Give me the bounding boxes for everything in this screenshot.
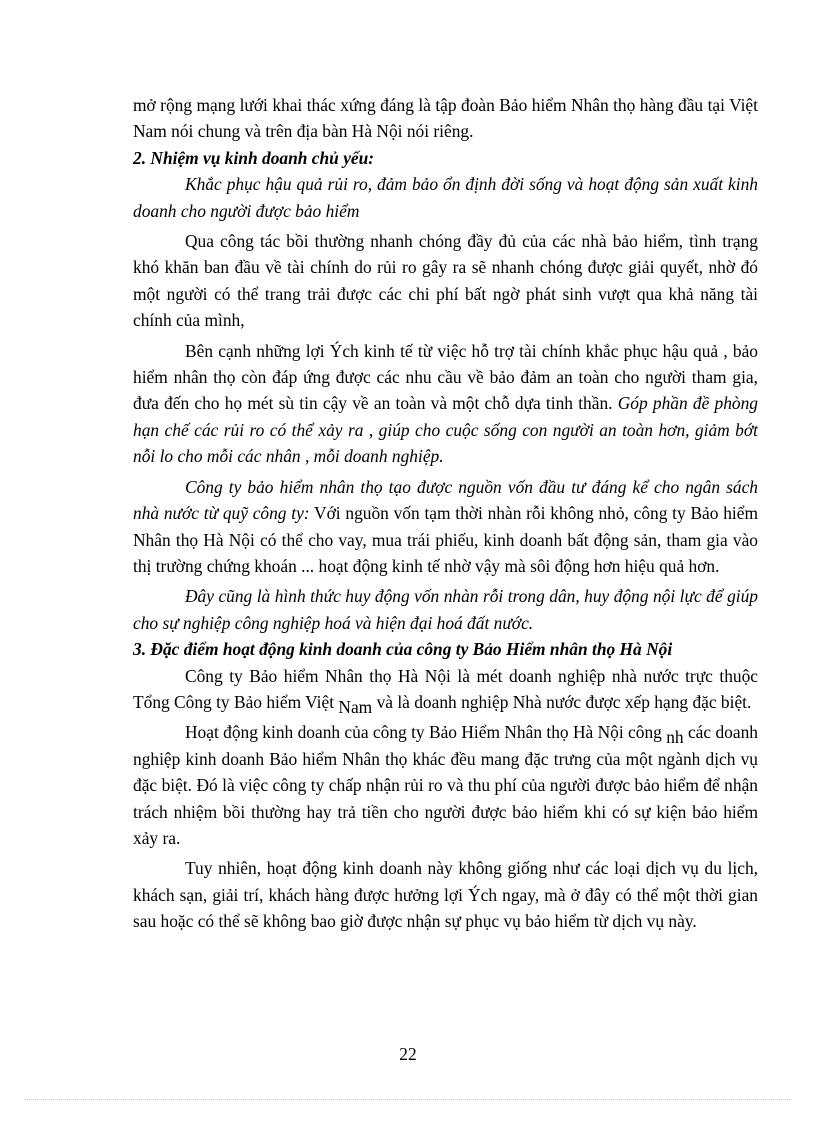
paragraph-hoat-dong — [133, 719, 758, 851]
page-bottom-divider — [24, 1099, 792, 1100]
paragraph-cong-ty-bhnt — [133, 663, 758, 716]
paragraph-ben-canh — [133, 338, 758, 470]
paragraph-hoat-dong-a: Hoạt động kinh doanh của công ty Bảo Hiểm Nhân thọ Hà Nội công — [185, 722, 662, 743]
page-content — [133, 92, 758, 935]
paragraph-day-cung: Đây cũng là hình thức huy động vốn nhàn rỗi trong dân, huy động nội lực để giúp cho sự nghiệp công nghiệp hoá và hiện đại hoá đất nước. — [133, 586, 758, 633]
paragraph-khac-phuc: Khắc phục hậu quả rủi ro, đảm bảo ổn định đời sống và hoạt động sản xuất kinh doanh cho người được bảo hiểm — [133, 174, 758, 221]
paragraph-qua-cong-tac: Qua công tác bồi thường nhanh chóng đầy đủ của các nhà bảo hiểm, tình trạng khó khăn ban đầu về tài chính do rủi ro gây ra sẽ nhanh chóng được giải quyết, nhờ đó một người có thể trang trải được các chi phí bất ngờ phát sinh vượt qua khả năng tài chính của mình, — [133, 231, 758, 331]
paragraph-cong-ty-von-italic: Công ty bảo hiểm nhân thọ tạo được nguồn vốn đầu tư đáng kể cho ngân sách nhà nước từ quỹ công ty: — [133, 476, 758, 524]
paragraph-ben-canh-italic: Góp phần đề phòng hạn chế các rủi ro có thể xảy ra , giúp cho cuộc sống con người an toàn hơn, giảm bớt nỗi lo cho mỗi các nhân , mỗi doanh nghiệp. — [133, 393, 758, 467]
paragraph-cong-ty-von — [133, 474, 758, 580]
paragraph-intro: mở rộng mạng lưới khai thác xứng đáng là tập đoàn Bảo hiểm Nhân thọ hàng đầu tại Việt Nam nói chung và trên địa bàn Hà Nội nói riêng. — [133, 95, 758, 142]
paragraph-hoat-dong-sub: nh — [666, 727, 684, 748]
paragraph-cong-ty-bhnt-a: Công ty Bảo hiểm Nhân thọ Hà Nội là mét doanh nghiệp nhà nước trực thuộc Tổng Công ty Bảo hiểm Việt — [133, 665, 758, 712]
paragraph-cong-ty-bhnt-b: và là doanh nghiệp Nhà nước được xếp hạng đặc biệt. — [376, 691, 752, 712]
paragraph-cong-ty-bhnt-sub: Nam — [338, 696, 373, 717]
heading-section-2: 2. Nhiệm vụ kinh doanh chủ yếu: — [133, 147, 375, 168]
paragraph-tuy-nhien: Tuy nhiên, hoạt động kinh doanh này không giống như các loại dịch vụ du lịch, khách sạn, giải trí, khách hàng được hưởng lợi Ých ngay, mà ở đây có thể một thời gian sau hoặc có thể sẽ không bao giờ được nhận sự phục vụ bảo hiểm từ dịch vụ này. — [133, 858, 758, 932]
page-number: 22 — [399, 1044, 417, 1064]
paragraph-ben-canh-text: Bên cạnh những lợi Ých kinh tế từ việc hỗ trợ tài chính khắc phục hậu quả , bảo hiểm nhân thọ còn đáp ứng được các nhu cầu về bảo đảm an toàn cho người tham gia, đưa đến cho họ mét sù tin cậy về an toàn và một chỗ dựa tinh thần. — [133, 340, 758, 414]
paragraph-hoat-dong-b: các doanh nghiệp kinh doanh Bảo hiểm Nhân thọ khác đều mang đặc trưng của một ngành dịch vụ đặc biệt. Đó là việc công ty chấp nhận rủi ro và thu phí của người được bảo hiểm để nhận trách nhiệm bồi thường hay trả tiền cho người được bảo hiểm khi có sự kiện bảo hiểm xảy ra. — [133, 722, 758, 848]
paragraph-cong-ty-von-text: Với nguồn vốn tạm thời nhàn rỗi không nhỏ, công ty Bảo hiểm Nhân thọ Hà Nội có thể cho vay, mua trái phiếu, kinh doanh bất động sản, tham gia vào thị trường chứng khoán ... hoạt động kinh tế nhờ vậy mà sôi động hơn hiệu quả hơn. — [133, 503, 758, 576]
heading-section-3: 3. Đặc điểm hoạt động kinh doanh của công ty Bảo Hiểm nhân thọ Hà Nội — [133, 639, 673, 660]
